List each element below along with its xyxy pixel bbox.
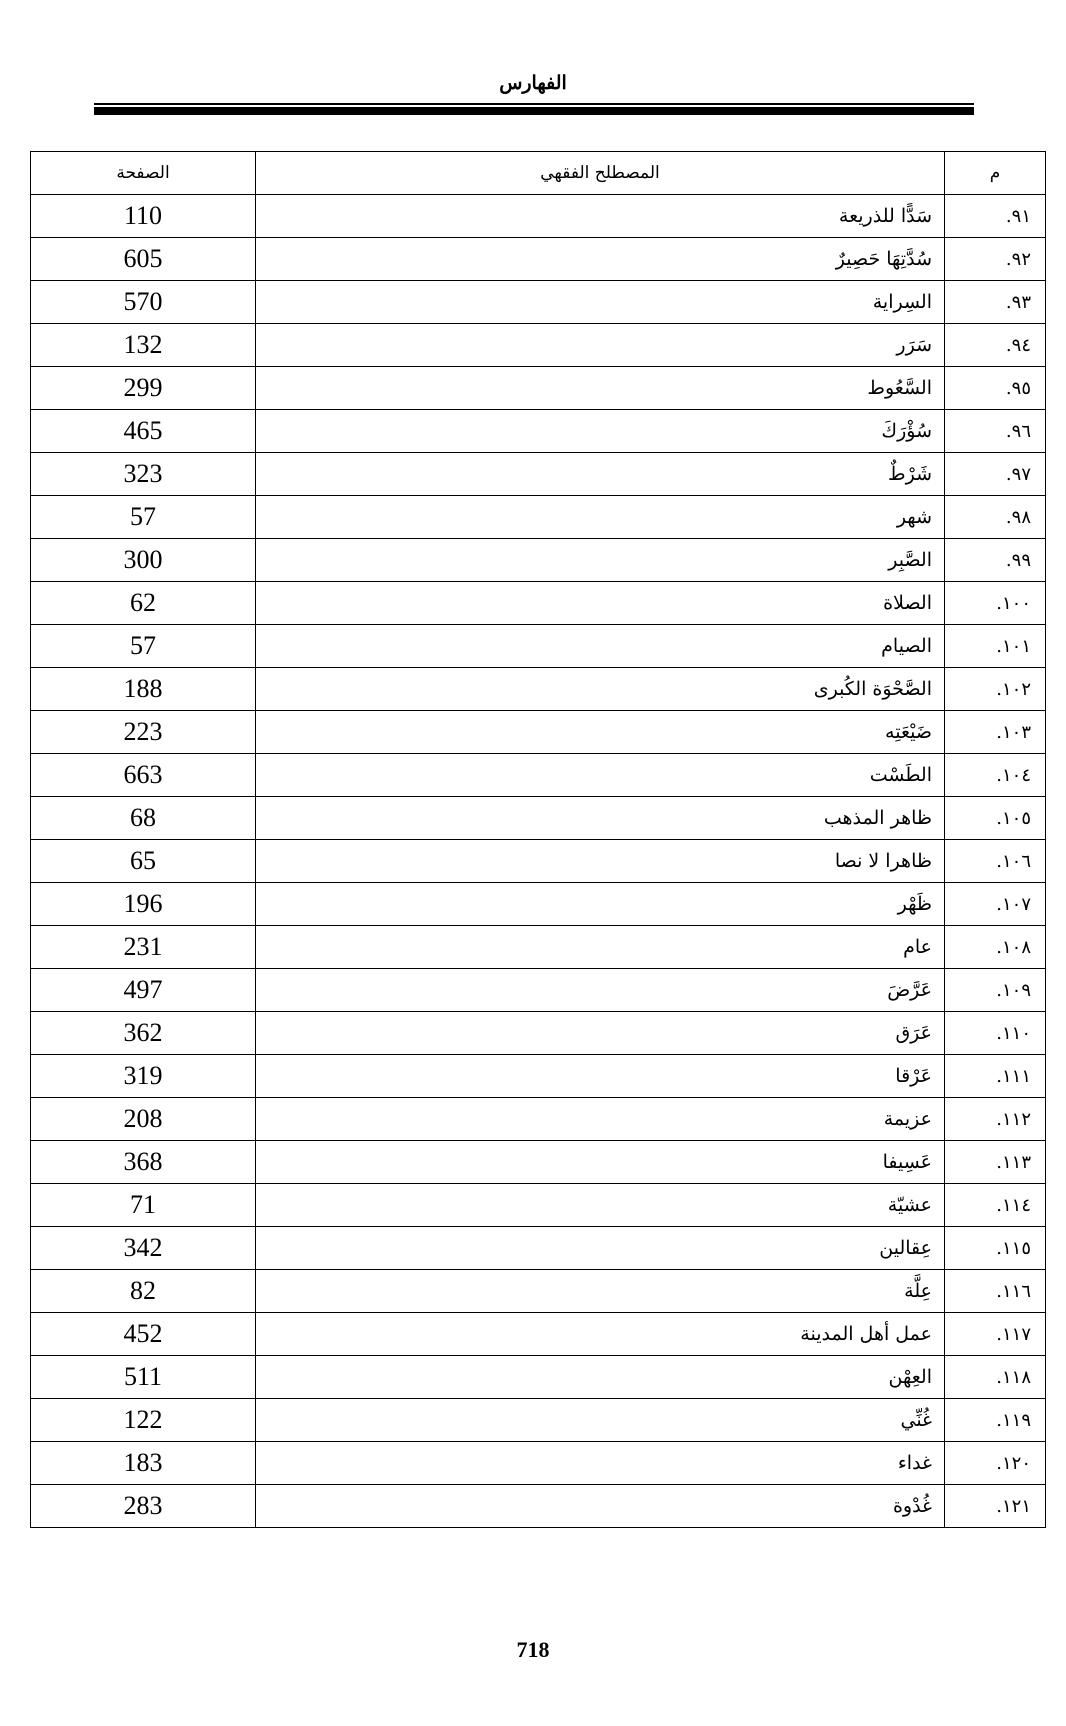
term-cell: الطَسْت — [256, 754, 945, 797]
table-row — [31, 1012, 1046, 1055]
term-cell: عزيمة — [256, 1098, 945, 1141]
term-cell: غُدْوة — [256, 1485, 945, 1528]
term-cell: عَرَّضَ — [256, 969, 945, 1012]
entry-number-cell: ١١٩. — [945, 1399, 1046, 1442]
entry-number-cell: ٩٥. — [945, 367, 1046, 410]
entry-number-cell: ١١٠. — [945, 1012, 1046, 1055]
term-cell: الصَّبِر — [256, 539, 945, 582]
entry-number-cell: ٩٦. — [945, 410, 1046, 453]
entry-number-cell: ٩٨. — [945, 496, 1046, 539]
entry-number-cell: ١٠٦. — [945, 840, 1046, 883]
term-cell: عمل أهل المدينة — [256, 1313, 945, 1356]
column-header-number: م — [945, 152, 1046, 195]
term-cell: عَسِيفا — [256, 1141, 945, 1184]
page-number-cell: 231 — [31, 926, 256, 969]
table-row — [31, 367, 1046, 410]
entry-number-cell: ١١٣. — [945, 1141, 1046, 1184]
table-header-row — [31, 152, 1046, 195]
term-cell: سَدًّا للذريعة — [256, 195, 945, 238]
table-row — [31, 1399, 1046, 1442]
table-row — [31, 711, 1046, 754]
page-number: 718 — [516, 1637, 550, 1662]
table-row — [31, 238, 1046, 281]
table-row — [31, 1141, 1046, 1184]
table-row — [31, 281, 1046, 324]
page-number-cell: 368 — [31, 1141, 256, 1184]
entry-number-cell: ٩٧. — [945, 453, 1046, 496]
table-row — [31, 969, 1046, 1012]
entry-number-cell: ١٢١. — [945, 1485, 1046, 1528]
running-title: الفهارس — [499, 72, 567, 94]
table-row — [31, 1270, 1046, 1313]
entry-number-cell: ١١١. — [945, 1055, 1046, 1098]
term-cell: سَرَر — [256, 324, 945, 367]
page-number-cell: 65 — [31, 840, 256, 883]
term-cell: سُؤْرَكَ — [256, 410, 945, 453]
table-row — [31, 840, 1046, 883]
table-row — [31, 1442, 1046, 1485]
entry-number-cell: ٩٤. — [945, 324, 1046, 367]
table-row — [31, 883, 1046, 926]
term-cell: عِقالين — [256, 1227, 945, 1270]
term-cell: ظَهْر — [256, 883, 945, 926]
page-number-cell: 300 — [31, 539, 256, 582]
page-number-cell: 208 — [31, 1098, 256, 1141]
entry-number-cell: ١٠٠. — [945, 582, 1046, 625]
page-number-cell: 605 — [31, 238, 256, 281]
entry-number-cell: ١١٤. — [945, 1184, 1046, 1227]
term-cell: عَرْقا — [256, 1055, 945, 1098]
entry-number-cell: ١١٨. — [945, 1356, 1046, 1399]
header-rule-thin — [94, 103, 974, 105]
term-cell: العِهْن — [256, 1356, 945, 1399]
term-cell: السَّعُوط — [256, 367, 945, 410]
term-cell: الصَّحْوَة الكُبرى — [256, 668, 945, 711]
page-number-cell: 570 — [31, 281, 256, 324]
table-row — [31, 1055, 1046, 1098]
entry-number-cell: ١٠٢. — [945, 668, 1046, 711]
page-number-cell: 71 — [31, 1184, 256, 1227]
term-cell: غداء — [256, 1442, 945, 1485]
table-row — [31, 754, 1046, 797]
entry-number-cell: ١١٢. — [945, 1098, 1046, 1141]
page-number-cell: 110 — [31, 195, 256, 238]
table-row — [31, 1356, 1046, 1399]
entry-number-cell: ٩٣. — [945, 281, 1046, 324]
page-number-cell: 465 — [31, 410, 256, 453]
entry-number-cell: ١١٥. — [945, 1227, 1046, 1270]
entry-number-cell: ١٢٠. — [945, 1442, 1046, 1485]
table-row — [31, 453, 1046, 496]
page-number-cell: 511 — [31, 1356, 256, 1399]
table-body — [31, 195, 1046, 1528]
term-cell: عام — [256, 926, 945, 969]
table-row — [31, 1313, 1046, 1356]
table-row — [31, 1184, 1046, 1227]
table-row — [31, 1098, 1046, 1141]
term-cell: ظاهرا لا نصا — [256, 840, 945, 883]
page-number-cell: 223 — [31, 711, 256, 754]
term-cell: عِلَّة — [256, 1270, 945, 1313]
page-number-cell: 183 — [31, 1442, 256, 1485]
term-cell: سُدَّتِهَا حَصِيرٌ — [256, 238, 945, 281]
page-number-cell: 283 — [31, 1485, 256, 1528]
page-number-cell: 68 — [31, 797, 256, 840]
page-number-cell: 57 — [31, 625, 256, 668]
page-number-cell: 82 — [31, 1270, 256, 1313]
term-cell: ظاهر المذهب — [256, 797, 945, 840]
entry-number-cell: ٩٩. — [945, 539, 1046, 582]
term-cell: ضَيْعَتِه — [256, 711, 945, 754]
column-header-page: الصفحة — [31, 152, 256, 195]
term-cell: عَرَق — [256, 1012, 945, 1055]
page-number-cell: 663 — [31, 754, 256, 797]
page-number-cell: 132 — [31, 324, 256, 367]
term-cell: عشيّة — [256, 1184, 945, 1227]
column-header-term: المصطلح الفقهي — [256, 152, 945, 195]
page-number-cell: 497 — [31, 969, 256, 1012]
page-number-cell: 122 — [31, 1399, 256, 1442]
table-row — [31, 797, 1046, 840]
table-row — [31, 625, 1046, 668]
table-row — [31, 582, 1046, 625]
page-number-cell: 57 — [31, 496, 256, 539]
entry-number-cell: ١٠٨. — [945, 926, 1046, 969]
entry-number-cell: ١٠٤. — [945, 754, 1046, 797]
page-number-cell: 319 — [31, 1055, 256, 1098]
entry-number-cell: ١٠٩. — [945, 969, 1046, 1012]
table-row — [31, 1227, 1046, 1270]
entry-number-cell: ٩٢. — [945, 238, 1046, 281]
table-row — [31, 324, 1046, 367]
page-number-cell: 342 — [31, 1227, 256, 1270]
table-row — [31, 195, 1046, 238]
entry-number-cell: ١١٦. — [945, 1270, 1046, 1313]
table-row — [31, 668, 1046, 711]
term-cell: الصيام — [256, 625, 945, 668]
terms-index-table — [30, 151, 1046, 1528]
header-rule-thick — [94, 107, 974, 115]
page-number-cell: 362 — [31, 1012, 256, 1055]
entry-number-cell: ١٠١. — [945, 625, 1046, 668]
term-cell: غُنِّي — [256, 1399, 945, 1442]
page-number-cell: 62 — [31, 582, 256, 625]
entry-number-cell: ١٠٥. — [945, 797, 1046, 840]
table-row — [31, 496, 1046, 539]
table-row — [31, 539, 1046, 582]
page-number-cell: 196 — [31, 883, 256, 926]
page-number-cell: 452 — [31, 1313, 256, 1356]
term-cell: شَرْطٌ — [256, 453, 945, 496]
table-row — [31, 1485, 1046, 1528]
table-row — [31, 410, 1046, 453]
term-cell: الصلاة — [256, 582, 945, 625]
entry-number-cell: ١١٧. — [945, 1313, 1046, 1356]
term-cell: شهر — [256, 496, 945, 539]
page-number-cell: 299 — [31, 367, 256, 410]
term-cell: السِراية — [256, 281, 945, 324]
page-number-cell: 188 — [31, 668, 256, 711]
page-number-cell: 323 — [31, 453, 256, 496]
entry-number-cell: ٩١. — [945, 195, 1046, 238]
table-row — [31, 926, 1046, 969]
entry-number-cell: ١٠٣. — [945, 711, 1046, 754]
entry-number-cell: ١٠٧. — [945, 883, 1046, 926]
